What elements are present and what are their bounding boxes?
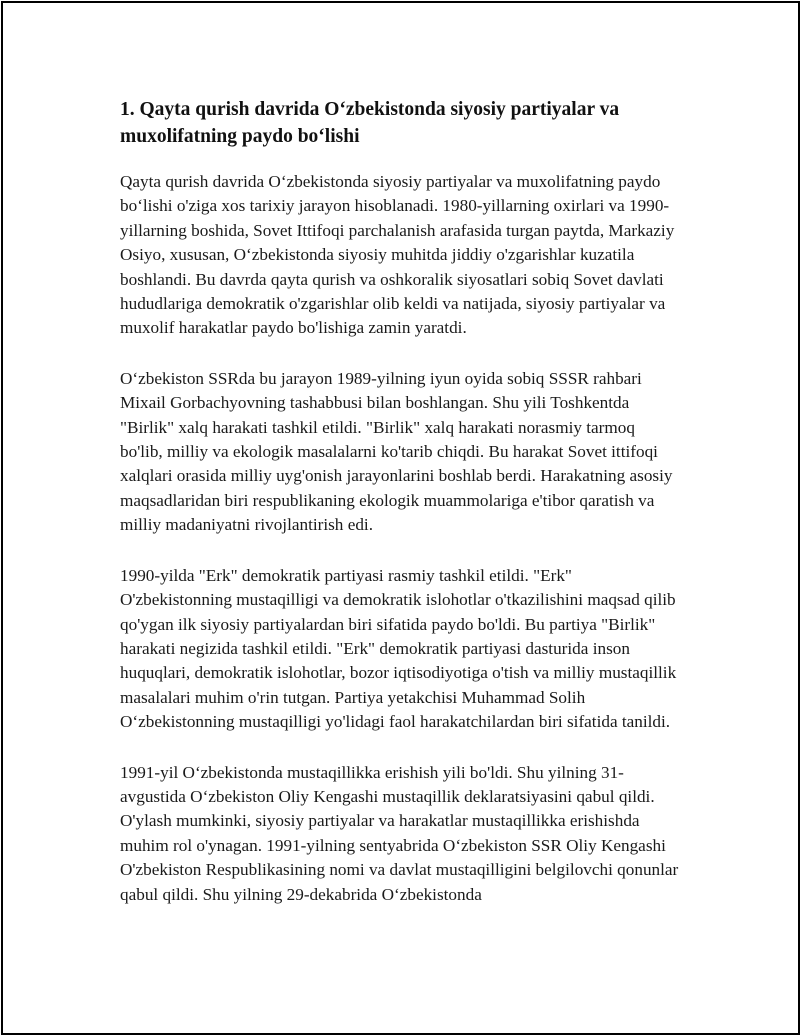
- document-content: [120, 96, 680, 933]
- section-heading: 1. Qayta qurish davrida O‘zbekistonda siyosiy partiyalar va muxolifatning paydo bo‘lishi: [120, 99, 620, 147]
- paragraph-4: 1991-yil O‘zbekistonda mustaqillikka erishish yili bo'ldi. Shu yilning 31-avgustida O‘zbekiston Oliy Kengashi mustaqillik deklaratsiyasini qabul qildi. O'ylash mumkinki, siyosiy partiyalar va harakatlar mustaqillikka erishishda muhim rol o'ynagan. 1991-yilning sentyabrida O‘zbekiston SSR Oliy Kengashi O'zbekiston Respublikasining nomi va davlat mustaqilligini belgilovchi qonunlar qabul qildi. Shu yilning 29-dekabrida O‘zbekistonda: [120, 762, 679, 904]
- paragraph-2: O‘zbekiston SSRda bu jarayon 1989-yilning iyun oyida sobiq SSSR rahbari Mixail Gorbachyovning tashabbusi bilan boshlangan. Shu yili Toshkentda "Birlik" xalq harakati tashkil etildi. "Birlik" xalq harakati norasmiy tarmoq bo'lib, milliy va ekologik masalalarni ko'tarib chiqdi. Bu harakat Sovet ittifoqi xalqlari orasida milliy uyg'onish jarayonlarini boshlab berdi. Harakatning asosiy maqsadlaridan biri respublikaning ekologik muammolariga e'tibor qaratish va milliy madaniyatni rivojlantirish edi.: [120, 368, 673, 535]
- paragraph-3: 1990-yilda "Erk" demokratik partiyasi rasmiy tashkil etildi. "Erk" O'zbekistonning mustaqilligi va demokratik islohotlar o'tkazilishini maqsad qilib qo'ygan ilk siyosiy partiyalardan biri sifatida paydo bo'ldi. Bu partiya "Birlik" harakati negizida tashkil etildi. "Erk" demokratik partiyasi dasturida inson huquqlari, demokratik islohotlar, bozor iqtisodiyotiga o'tish va milliy mustaqillik masalalari muhim o'rin tutgan. Partiya yetakchisi Muhammad Solih O‘zbekistonning mustaqilligi yo'lidagi faol harakatchilardan biri sifatida tanildi.: [120, 565, 677, 732]
- paragraph-1: Qayta qurish davrida O‘zbekistonda siyosiy partiyalar va muxolifatning paydo bo‘lishi o'ziga xos tarixiy jarayon hisoblanadi. 1980-yillarning oxirlari va 1990-yillarning boshida, Sovet Ittifoqi parchalanish arafasida turgan paytda, Markaziy Osiyo, xususan, O‘zbekistonda siyosiy muhitda jiddiy o'zgarishlar kuzatila boshlandi. Bu davrda qayta qurish va oshkoralik siyosatlari sobiq Sovet davlati hududlariga demokratik o'zgarishlar olib keldi va natijada, siyosiy partiyalar va muxolif harakatlar paydo bo'lishiga zamin yaratdi.: [120, 172, 675, 338]
- document-page: [1, 1, 800, 1035]
